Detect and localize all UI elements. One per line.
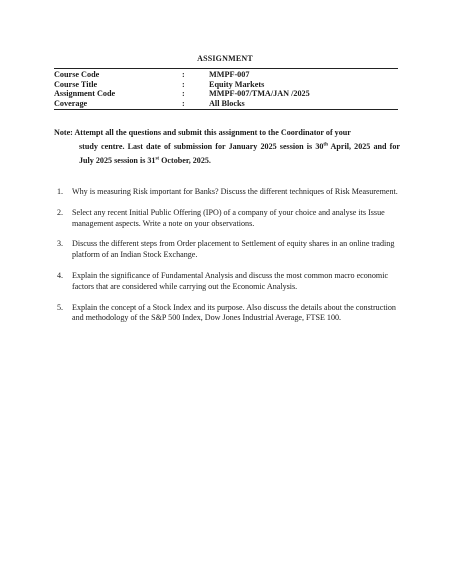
course-info-table <box>54 68 398 110</box>
info-separator: : <box>182 98 185 108</box>
question-number: 3. <box>57 239 64 249</box>
info-separator: : <box>182 89 185 99</box>
question-number: 2. <box>57 207 64 217</box>
info-label: Course Code <box>54 70 100 79</box>
info-label: Coverage <box>54 98 88 108</box>
note-superscript: st <box>155 156 160 162</box>
question-number: 5. <box>57 302 64 312</box>
question-item <box>57 303 400 325</box>
question-number: 1. <box>57 187 64 196</box>
question-list <box>57 187 400 334</box>
info-separator: : <box>182 70 185 79</box>
info-row-coverage <box>54 99 398 109</box>
submission-note <box>54 126 400 168</box>
question-text: Explain the significance of Fundamental Analysis and discuss the most common macro economic factors that are considered while carrying out the Economic Analysis. <box>72 270 389 291</box>
info-row-assignment-code <box>54 89 398 99</box>
note-line-1: Note: Attempt all the questions and submit this assignment to the Coordinator of your <box>54 128 351 137</box>
note-superscript: th <box>323 142 328 148</box>
question-text: Why is measuring Risk important for Banks? Discuss the different techniques of Risk Measurement. <box>72 187 398 196</box>
page-title: ASSIGNMENT <box>197 54 253 63</box>
info-row-course-code <box>54 70 398 80</box>
info-label: Course Title <box>54 79 98 89</box>
info-value: MMPF-007 <box>209 70 250 79</box>
note-text: October, 2025. <box>159 156 211 165</box>
info-value: MMPF-007/TMA/JAN /2025 <box>209 89 310 99</box>
info-value: All Blocks <box>209 98 245 108</box>
info-label: Assignment Code <box>54 89 116 99</box>
note-line-2 <box>54 140 400 168</box>
info-row-course-title <box>54 80 398 90</box>
note-text: study centre. Last date of submission for January 2025 session is 30 <box>79 142 324 151</box>
question-number: 4. <box>57 270 64 280</box>
question-text: Select any recent Initial Public Offering (IPO) of a company of your choice and analyse its Issue management aspects. Write a note on your observations. <box>72 207 385 228</box>
question-text: Explain the concept of a Stock Index and its purpose. Also discuss the details about the construction and methodology of the S&P 500 Index, Dow Jones Industrial Average, FTSE 100. <box>72 302 396 323</box>
question-text: Discuss the different steps from Order placement to Settlement of equity shares in an online trading platform of an Indian Stock Exchange. <box>72 239 395 260</box>
question-item <box>57 271 400 293</box>
question-item <box>57 187 400 198</box>
note-text: April, 2025 and for July 2025 session is 31 <box>79 142 400 165</box>
info-value: Equity Markets <box>209 79 265 89</box>
question-item <box>57 239 400 261</box>
question-item <box>57 208 400 230</box>
info-separator: : <box>182 79 185 89</box>
